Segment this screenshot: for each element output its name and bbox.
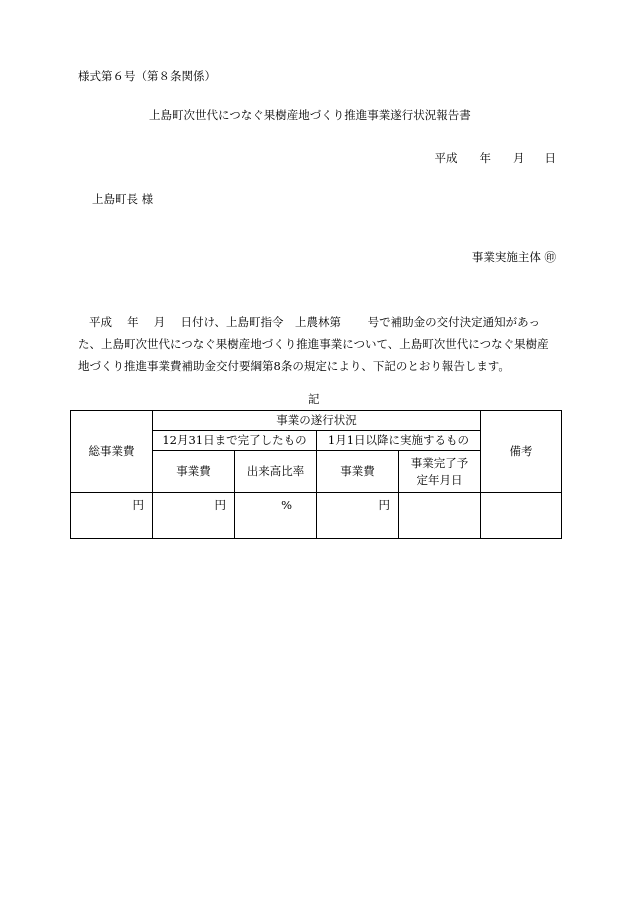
header-project-cost-1: 事業費 <box>153 451 235 493</box>
header-total-cost: 総事業費 <box>71 411 153 493</box>
header-completion-rate: 出来高比率 <box>235 451 317 493</box>
header-after-jan1: 1月1日以降に実施するもの <box>317 431 481 451</box>
header-project-cost-2: 事業費 <box>317 451 399 493</box>
date-era: 平成 <box>434 151 458 165</box>
body-paragraph: 平成 年 月 日付け、上島町指令 上農林第 号で補助金の交付決定通知があった、上島町次世代につなぐ果樹産地づくり推進事業について、上島町次世代につなぐ果樹産地づくり推進事業費補助金交付要綱第8条の規定により、下記のとおり報告します。 <box>78 315 549 373</box>
date-month: 月 <box>513 151 525 165</box>
date-year: 年 <box>479 151 491 165</box>
ki-heading: 記 <box>308 392 320 406</box>
header-before-dec31: 12月31日まで完了したもの <box>153 431 317 451</box>
applicant-seal: 事業実施主体 ㊞ <box>471 250 556 264</box>
cell-project-cost-1[interactable]: 円 <box>153 493 235 539</box>
progress-table <box>70 410 562 539</box>
document-title: 上島町次世代につなぐ果樹産地づくり推進事業遂行状況報告書 <box>149 108 471 122</box>
date-line <box>435 150 557 166</box>
cell-planned-completion[interactable] <box>399 493 481 539</box>
header-remarks: 備考 <box>481 411 562 493</box>
header-planned-completion: 事業完了予定年月日 <box>399 451 481 493</box>
header-progress: 事業の遂行状況 <box>153 411 481 431</box>
cell-remarks[interactable] <box>481 493 562 539</box>
cell-completion-rate[interactable]: % <box>235 493 317 539</box>
form-number: 様式第６号（第８条関係） <box>78 69 216 83</box>
addressee: 上島町長 様 <box>92 192 154 206</box>
date-day: 日 <box>544 151 556 165</box>
cell-total-cost[interactable]: 円 <box>71 493 153 539</box>
cell-project-cost-2[interactable]: 円 <box>317 493 399 539</box>
